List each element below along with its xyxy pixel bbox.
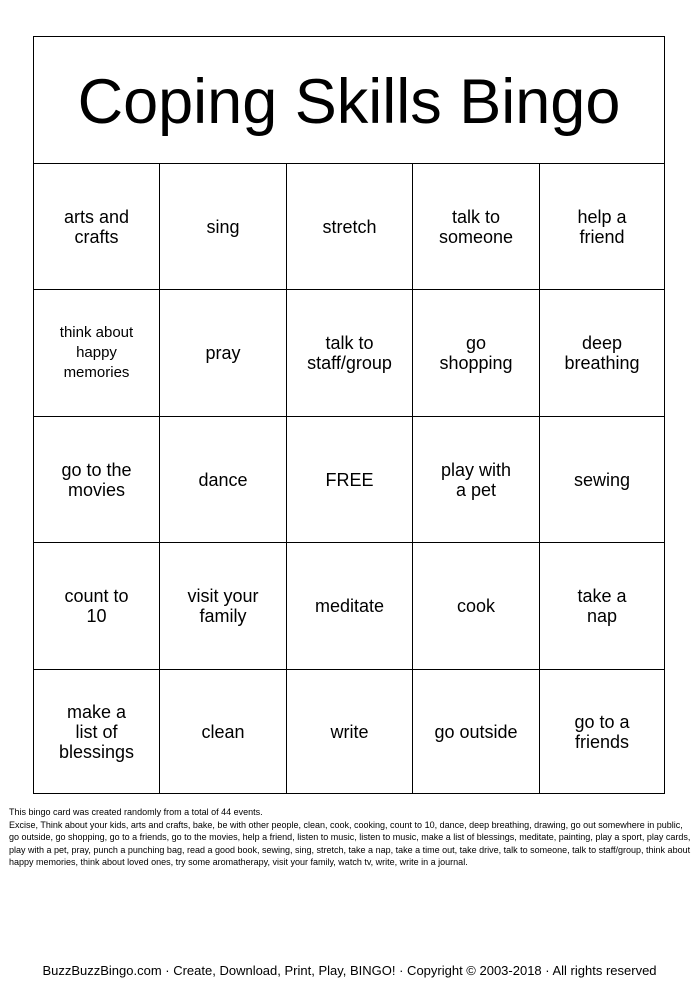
title-box bbox=[34, 37, 664, 164]
bingo-cell: arts and crafts bbox=[34, 164, 160, 290]
bingo-cell: sewing bbox=[540, 417, 664, 543]
bingo-cell: take a nap bbox=[540, 543, 664, 670]
bingo-cell: visit your family bbox=[160, 543, 287, 670]
bingo-cell: go outside bbox=[413, 670, 540, 793]
bingo-cell: help a friend bbox=[540, 164, 664, 290]
free-space-cell: FREE bbox=[287, 417, 413, 543]
bingo-cell: go to a friends bbox=[574, 711, 630, 752]
bingo-grid bbox=[34, 164, 664, 793]
event-list-items: Excise, Think about your kids, arts and crafts, bake, be with other people, clean, cook, cooking, count to 10, dance, deep breathing, drawing, go out somewhere in public, go outside, go shopping, go to a friends, go to the movies, help a friend, listen to music, listen to music, make a list of blessings, meditate, painting, play a sport, play cards, play with a pet, pray, punch a punching bag, read a good book, sewing, sing, stretch, take a nap, take a time out, take drive, talk to someone, talk to staff/group, think about happy memories, think about loved ones, try some aromatherapy, visit your family, watch tv, write, write in a journal. bbox=[9, 819, 691, 868]
bingo-cell: dance bbox=[160, 417, 287, 543]
bingo-cell: write bbox=[287, 670, 413, 793]
bingo-cell: count to 10 bbox=[34, 543, 160, 670]
bingo-card bbox=[33, 36, 665, 794]
bingo-cell: deep breathing bbox=[540, 290, 664, 417]
bingo-cell: pray bbox=[160, 290, 287, 417]
bingo-cell: go shopping bbox=[413, 290, 540, 417]
bingo-cell: play with a pet bbox=[413, 417, 540, 543]
bingo-cell: talk to staff/group bbox=[287, 290, 413, 417]
bingo-cell: make a list of blessings bbox=[34, 670, 160, 793]
event-list bbox=[9, 806, 691, 869]
bingo-cell: meditate bbox=[287, 543, 413, 670]
card-title: Coping Skills Bingo bbox=[77, 66, 621, 137]
bingo-cell: go to the movies bbox=[34, 417, 160, 543]
bingo-cell: talk to someone bbox=[413, 164, 540, 290]
bingo-cell: sing bbox=[160, 164, 287, 290]
bingo-cell: think about happy memories bbox=[34, 290, 160, 417]
bingo-cell: cook bbox=[413, 543, 540, 670]
event-list-intro: This bingo card was created randomly from a total of 44 events. bbox=[9, 807, 263, 817]
bingo-cell: clean bbox=[160, 670, 287, 793]
bingo-cell: stretch bbox=[287, 164, 413, 290]
copyright-line: BuzzBuzzBingo.com · Create, Download, Print, Play, BINGO! · Copyright © 2003-2018 · All rights reserved bbox=[42, 963, 657, 978]
